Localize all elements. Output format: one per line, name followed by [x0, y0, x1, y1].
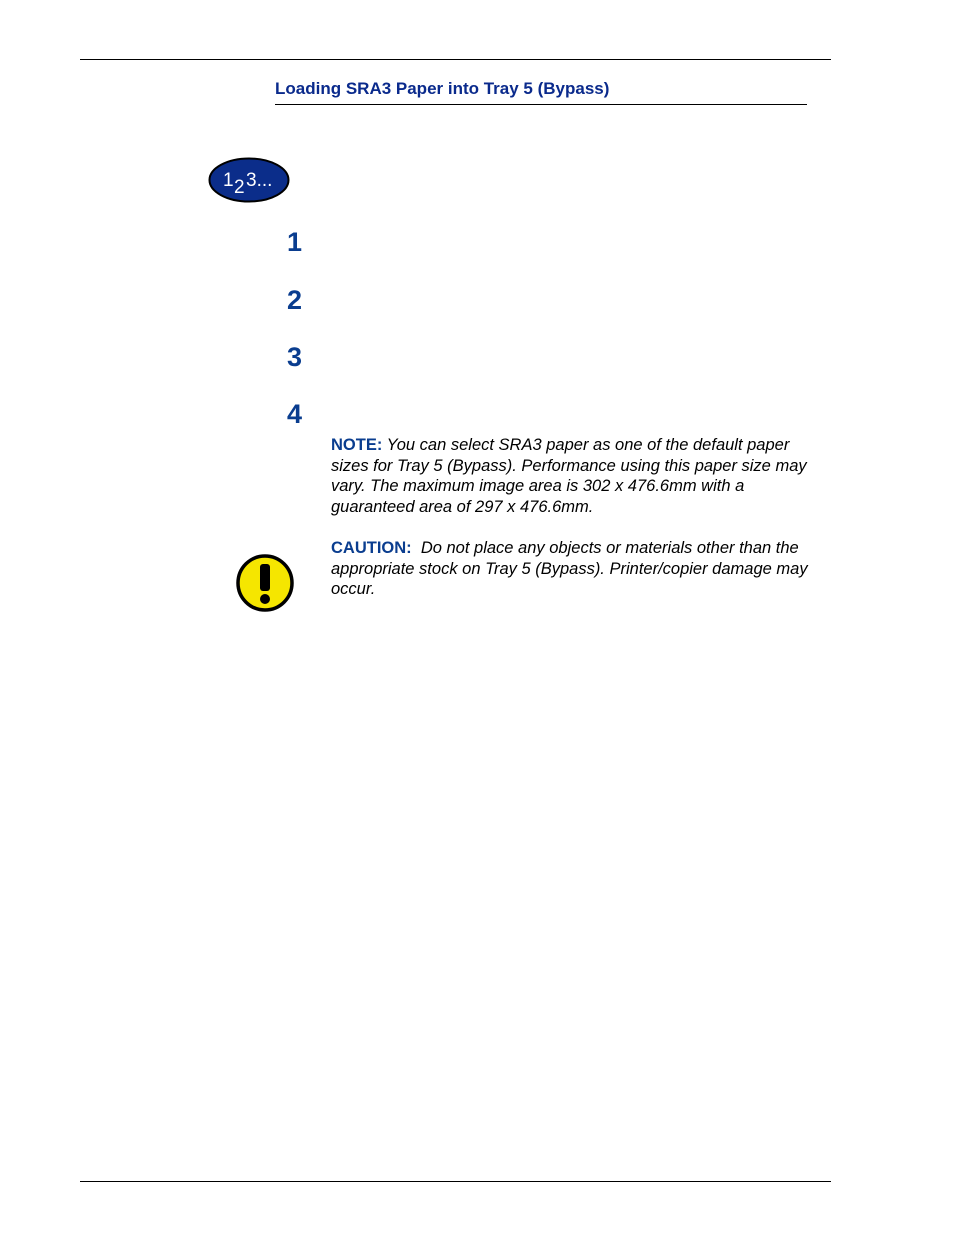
- header-rule: [80, 59, 831, 60]
- step-number-1: 1: [287, 227, 303, 257]
- section-title: Loading SRA3 Paper into Tray 5 (Bypass): [275, 79, 807, 105]
- note-block: [331, 435, 831, 517]
- caution-label: CAUTION:: [331, 539, 412, 557]
- badge-digit-1: 1: [223, 170, 234, 191]
- badge-digit-2: 2: [234, 177, 245, 198]
- step-number-2: 2: [287, 285, 303, 315]
- step-number-4: 4: [287, 399, 303, 429]
- badge-digits-rest: 3...: [246, 170, 273, 191]
- numbered-steps-icon: [208, 157, 290, 203]
- caution-block: [331, 538, 831, 600]
- caution-text: Do not place any objects or materials other than the appropriate stock on Tray 5 (Bypass). Printer/copier damage may occur.: [331, 539, 808, 598]
- note-text: You can select SRA3 paper as one of the default paper sizes for Tray 5 (Bypass). Performance using this paper size may vary. The maximum image area is 302 x 476.6mm with a guaranteed area of 297 x 476.6mm.: [331, 436, 807, 516]
- caution-exclamation-icon: [235, 553, 295, 613]
- footer-rule: [80, 1181, 831, 1182]
- step-number-3: 3: [287, 342, 303, 372]
- note-label: NOTE:: [331, 436, 383, 454]
